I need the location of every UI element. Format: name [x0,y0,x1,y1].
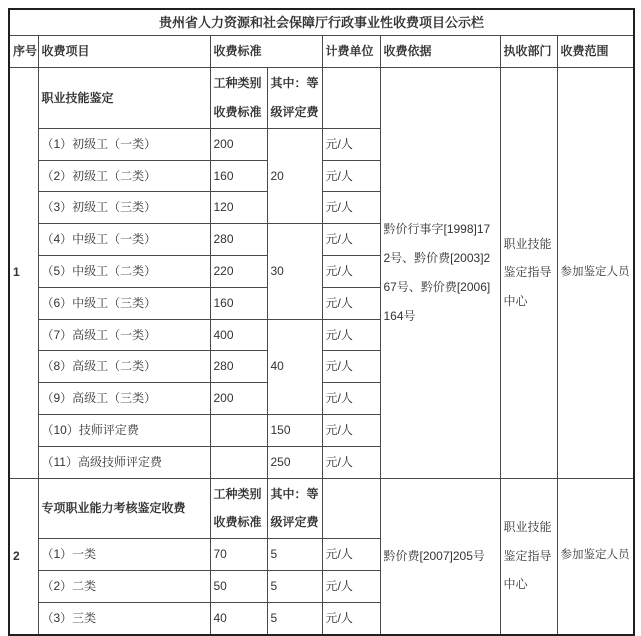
grade-fee-cell: 5 [267,570,322,602]
grade-fee-group-cell: 20 [267,128,322,223]
fee-item-cell: （7）高级工（一类） [38,319,210,351]
fee-item-cell: （1）初级工（一类） [38,128,210,160]
unit-cell: 元/人 [322,255,380,287]
col-header-basis: 收费依据 [380,36,500,68]
subcol-category-standard: 工种类别收费标准 [210,68,267,129]
fee-item-cell: （4）中级工（一类） [38,224,210,256]
column-header-row [9,36,634,68]
fee-standard-cell: 70 [210,539,267,571]
unit-cell: 元/人 [322,192,380,224]
fee-standard-cell: 200 [210,383,267,415]
fee-item-cell: （1）一类 [38,539,210,571]
unit-cell: 元/人 [322,446,380,478]
fee-item-cell: （6）中级工（三类） [38,287,210,319]
col-header-item: 收费项目 [38,36,210,68]
unit-cell: 元/人 [322,602,380,634]
section2-scope-cell: 参加鉴定人员 [557,478,634,634]
section2-department-cell: 职业技能鉴定指导中心 [500,478,557,634]
section1-subheader-row [9,68,634,129]
col-header-index: 序号 [9,36,38,68]
fee-standard-cell: 50 [210,570,267,602]
grade-fee-group-cell: 40 [267,319,322,414]
fee-item-cell: （9）高级工（三类） [38,383,210,415]
fee-item-cell: （8）高级工（二类） [38,351,210,383]
subcol-grade-fee: 其中：等级评定费 [267,478,322,539]
fee-standard-cell [210,446,267,478]
col-header-unit: 计费单位 [322,36,380,68]
subcol-category-standard: 工种类别收费标准 [210,478,267,539]
section1-basis-cell: 黔价行事字[1998]172号、黔价费[2003]267号、黔价费[2006]164号 [380,68,500,478]
fee-item-cell: （10）技师评定费 [38,414,210,446]
unit-cell: 元/人 [322,539,380,571]
unit-cell: 元/人 [322,224,380,256]
unit-cell: 元/人 [322,319,380,351]
fee-item-cell: （3）三类 [38,602,210,634]
section2-subheader-row [9,478,634,539]
fee-standard-cell: 120 [210,192,267,224]
fee-standard-cell: 280 [210,224,267,256]
unit-cell: 元/人 [322,570,380,602]
unit-cell: 元/人 [322,287,380,319]
subcol-grade-fee: 其中：等级评定费 [267,68,322,129]
unit-cell: 元/人 [322,128,380,160]
fee-item-cell: （11）高级技师评定费 [38,446,210,478]
fee-standard-cell: 200 [210,128,267,160]
section1-department-cell: 职业技能鉴定指导中心 [500,68,557,478]
unit-cell: 元/人 [322,160,380,192]
fee-standard-cell: 40 [210,602,267,634]
fee-item-cell: （2）初级工（二类） [38,160,210,192]
fee-standard-cell: 160 [210,287,267,319]
fee-item-cell: （2）二类 [38,570,210,602]
title-row [9,9,634,36]
grade-fee-cell: 150 [267,414,322,446]
section1-scope-cell: 参加鉴定人员 [557,68,634,478]
fee-item-cell: （5）中级工（二类） [38,255,210,287]
section2-group-name: 专项职业能力考核鉴定收费 [38,478,210,539]
col-header-department: 执收部门 [500,36,557,68]
grade-fee-cell: 5 [267,602,322,634]
fee-standard-cell: 160 [210,160,267,192]
grade-fee-group-cell: 30 [267,224,322,319]
unit-cell: 元/人 [322,351,380,383]
fee-schedule-table [8,8,635,636]
grade-fee-cell: 250 [267,446,322,478]
fee-standard-cell: 220 [210,255,267,287]
grade-fee-cell: 5 [267,539,322,571]
fee-standard-cell: 280 [210,351,267,383]
section2-index: 2 [9,478,38,634]
section2-basis-cell: 黔价费[2007]205号 [380,478,500,634]
fee-standard-cell: 400 [210,319,267,351]
section1-index: 1 [9,68,38,478]
unit-empty-cell [322,68,380,129]
table-title: 贵州省人力资源和社会保障厅行政事业性收费项目公示栏 [9,9,634,36]
unit-cell: 元/人 [322,414,380,446]
col-header-scope: 收费范围 [557,36,634,68]
unit-cell: 元/人 [322,383,380,415]
fee-item-cell: （3）初级工（三类） [38,192,210,224]
fee-standard-cell [210,414,267,446]
section1-group-name: 职业技能鉴定 [38,68,210,129]
col-header-standard: 收费标准 [210,36,322,68]
unit-empty-cell [322,478,380,539]
